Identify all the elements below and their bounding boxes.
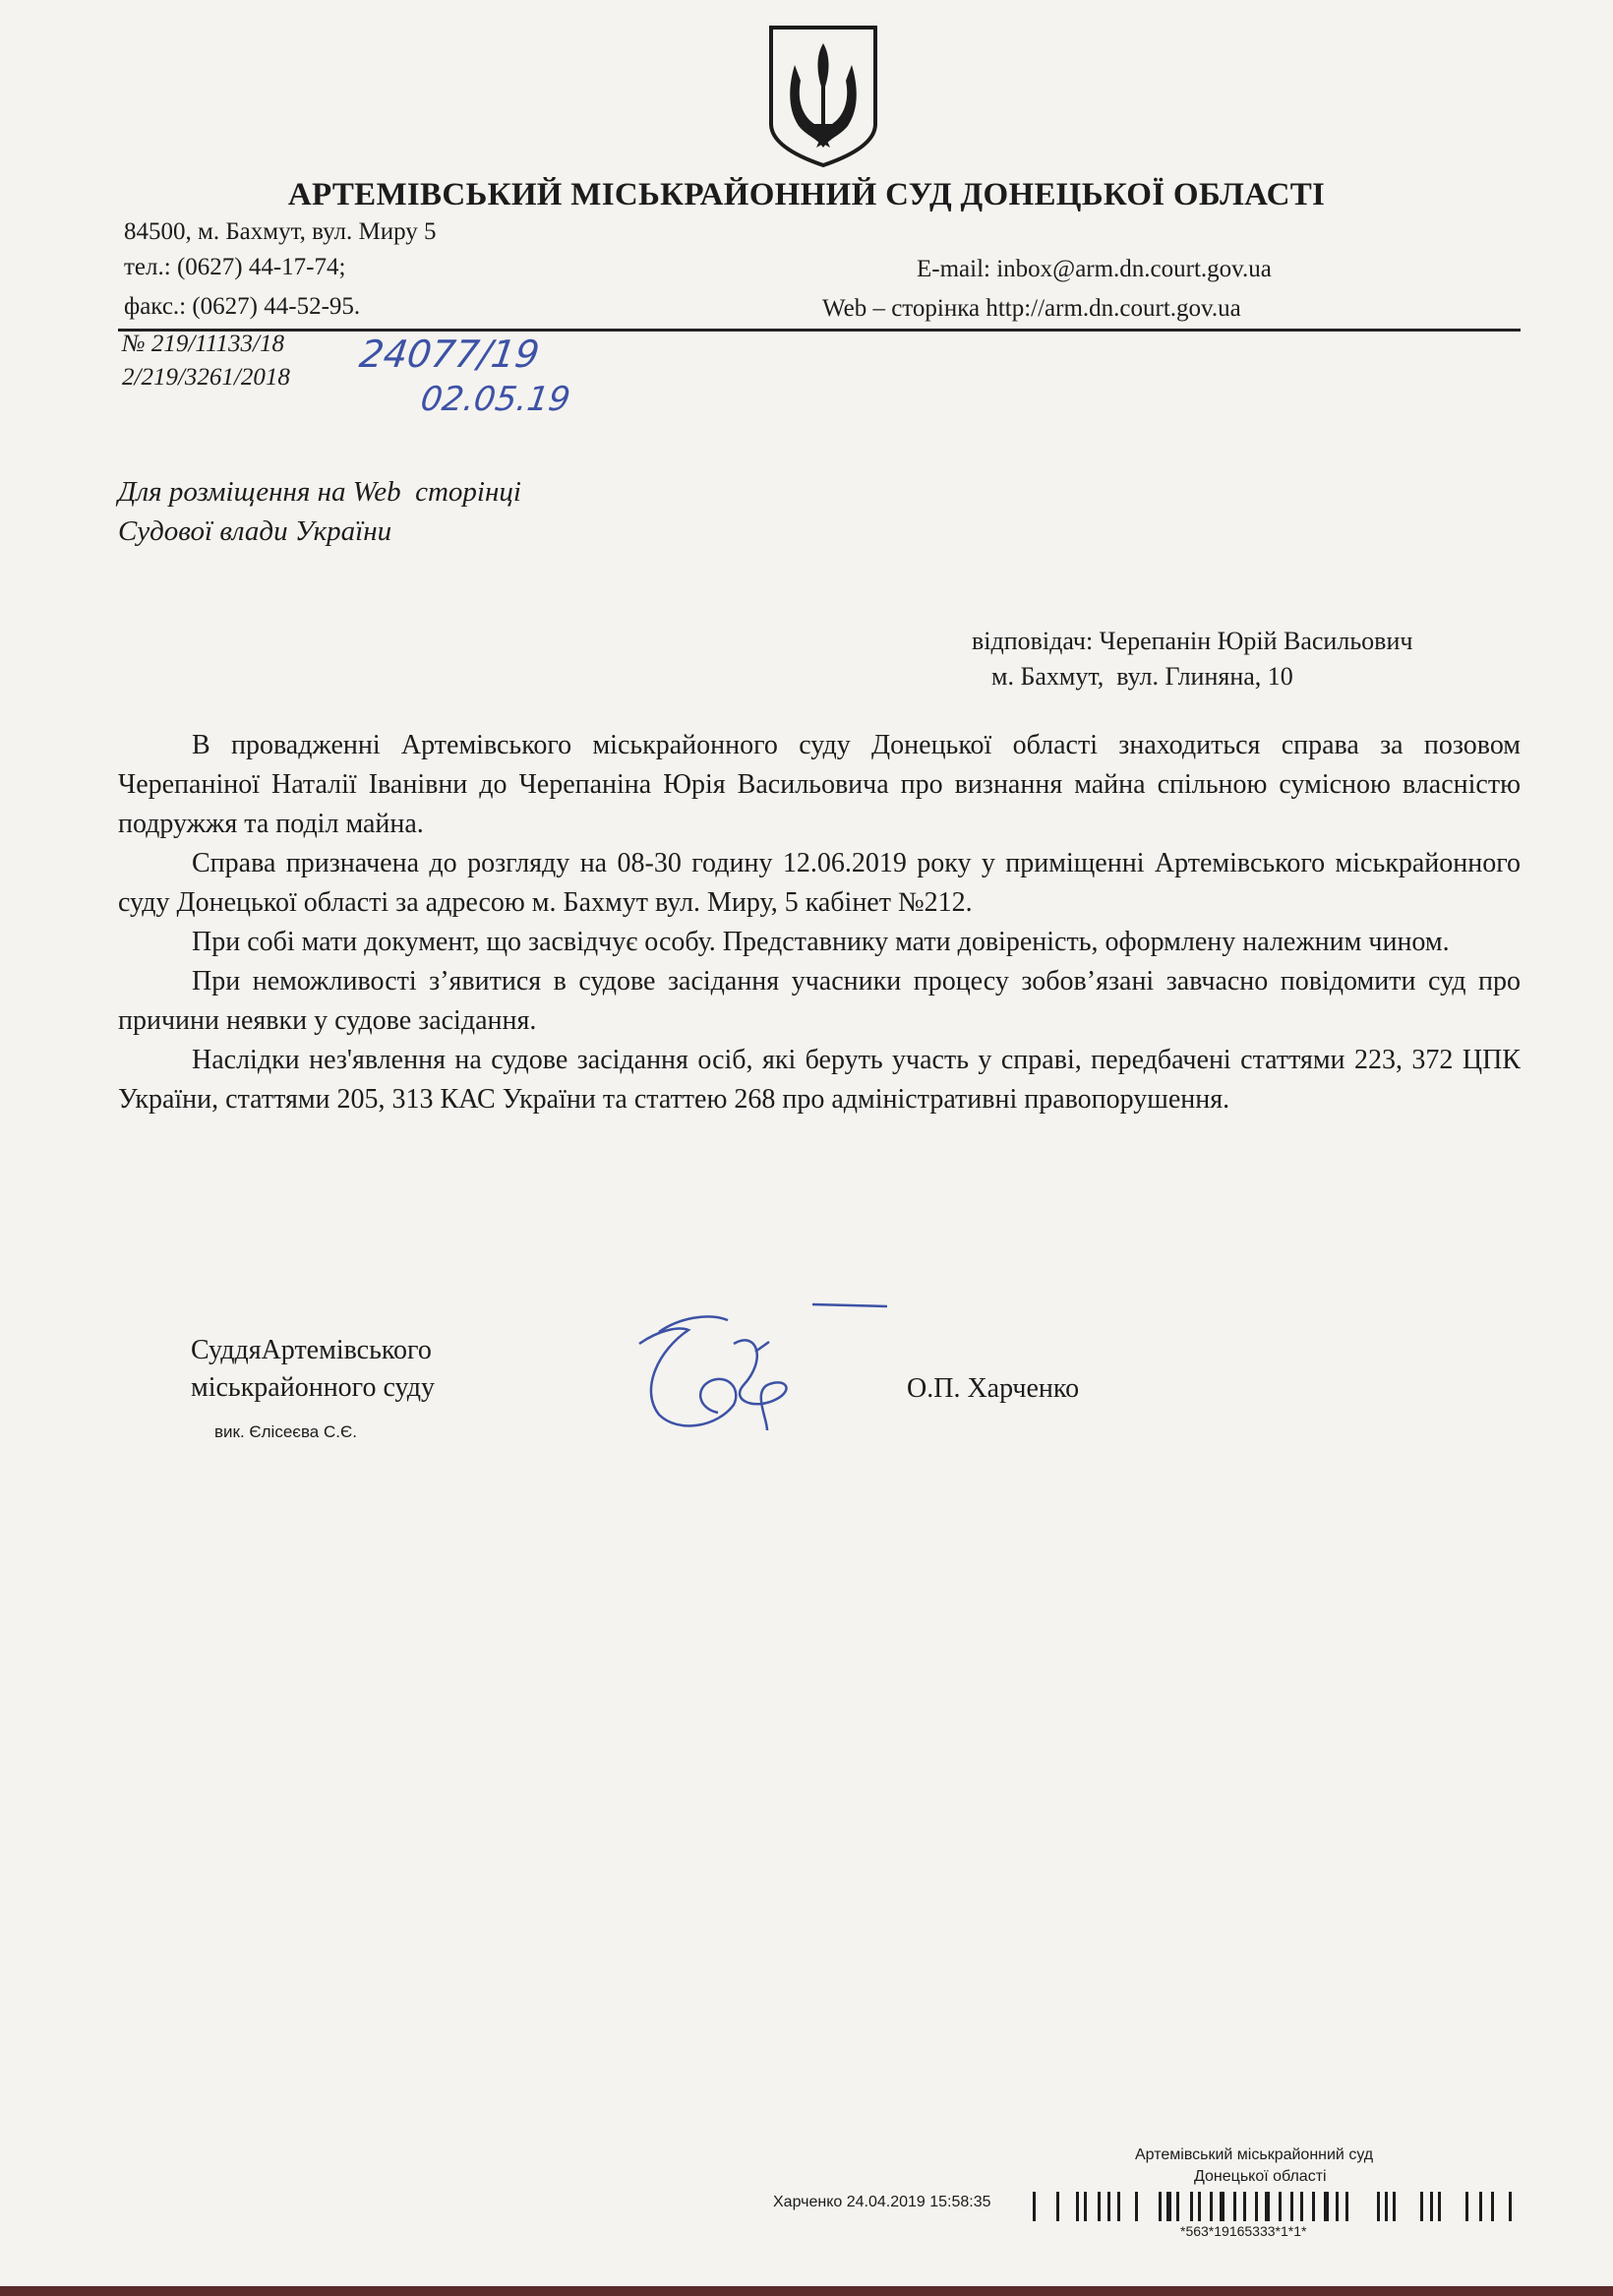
court-name: АРТЕМІВСЬКИЙ МІСЬКРАЙОННИЙ СУД ДОНЕЦЬКОЇ ОБЛАСТІ [287, 177, 1326, 212]
court-fax: факс.: (0627) 44-52-95. [124, 293, 361, 320]
judge-title-line-2: міськрайонного суду [191, 1372, 436, 1403]
court-email: E-mail: inbox@arm.dn.court.gov.ua [917, 256, 1272, 282]
stamp-organization-line-2: Донецької області [1194, 2168, 1327, 2185]
body-paragraph: В провадженні Артемівського міськрайонного суду Донецької області знаходиться справа за позовом Черепаніної Наталії Іванівни до Черепаніна Юрія Васильовича про визнання майна спільною сумісною власністю подружжя та поділ майна. [118, 730, 1521, 839]
handwritten-signature [620, 1291, 905, 1438]
judge-name: О.П. Харченко [907, 1373, 1080, 1404]
judge-title [191, 1332, 435, 1407]
scan-edge [0, 2286, 1613, 2296]
respondent-address: м. Бахмут, вул. Глиняна, 10 [991, 662, 1293, 691]
respondent-name: відповідач: Черепанін Юрій Васильович [972, 627, 1413, 655]
judge-title-line-1: СуддяАртемівського [191, 1335, 432, 1365]
barcode-icon [1033, 2192, 1515, 2221]
header-divider [118, 329, 1521, 332]
coat-of-arms-icon [765, 22, 881, 169]
registration-stamp: Харченко 24.04.2019 15:58:35 [773, 2194, 991, 2210]
court-website: Web – сторінка http://arm.dn.court.gov.ua [822, 295, 1241, 322]
addressee-note-line-2: Судової влади України [118, 515, 392, 547]
court-phone: тел.: (0627) 44-17-74; [124, 254, 346, 280]
proceeding-number: 2/219/3261/2018 [122, 364, 290, 391]
body-paragraph: При неможливості з’явитися в судове засідання учасники процесу зобов’язані завчасно повідомити суд про причини неявки у судове засідання. [118, 966, 1521, 1036]
addressee-note [118, 472, 521, 551]
barcode-number: *563*19165333*1*1* [1180, 2223, 1307, 2239]
body-paragraph: Справа призначена до розгляду на 08-30 годину 12.06.2019 року у приміщенні Артемівського міськрайонного суду Донецької області за адресою м. Бахмут вул. Миру, 5 кабінет №212. [118, 848, 1521, 918]
stamp-organization-line-1: Артемівський міськрайонний суд [1135, 2146, 1374, 2163]
case-number: № 219/11133/18 [122, 331, 285, 357]
court-address: 84500, м. Бахмут, вул. Миру 5 [124, 218, 437, 245]
body-paragraph: Наслідки нез'явлення на судове засідання осіб, які беруть участь у справі, передбачені статтями 223, 372 ЦПК України, статтями 205, 313 КАС України та статтею 268 про адміністративні правопорушення. [118, 1045, 1521, 1115]
body-paragraph: При собі мати документ, що засвідчує особу. Представнику мати довіреність, оформлену належним чином. [192, 927, 1450, 957]
handwritten-registration-date: 02.05.19 [418, 380, 573, 419]
executor-note: вик. Єлісеєва С.Є. [214, 1422, 357, 1441]
addressee-note-line-1: Для розміщення на Web сторінці [118, 476, 521, 508]
letter-body [118, 726, 1521, 1119]
handwritten-registration-number: 24077/19 [356, 332, 543, 376]
